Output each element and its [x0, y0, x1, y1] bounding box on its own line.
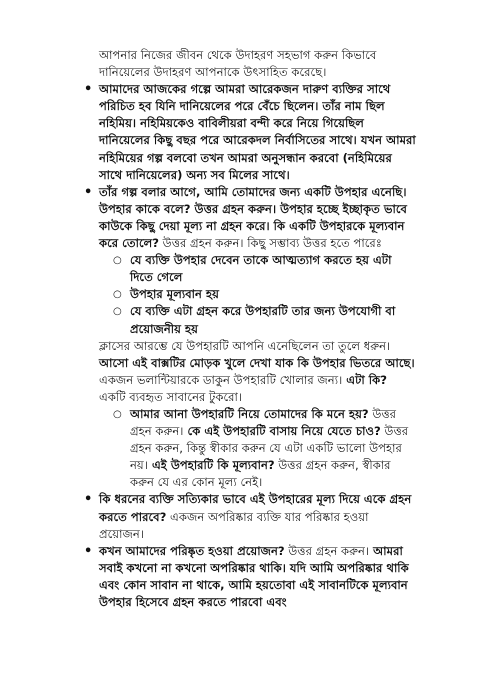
question-strong: এই উপহারটি কি মূল্যবান? [147, 458, 275, 473]
sub-list-item [113, 406, 417, 491]
item-text-strong: তাঁর গল্প বলার আগে, আমি তোমাদের জন্য একটি উপহার এনেছি। উপহার কাকে বলে? উত্তর গ্রহন করুন। উপহার হচ্ছে ইচ্ছাকৃত ভাবে কাউকে কিছু দেয়া মূল্য না গ্রহন করে। কি একটি উপহারকে মূল্যবান করে তোলে? [99, 184, 407, 251]
list-item [84, 184, 417, 252]
circle-bullet-icon: ○ [113, 255, 122, 267]
sub-item-text: যে ব্যক্তি এটা গ্রহন করে উপহারটি তার জন্য উপযোগী বা প্রয়োজনীয় হয় [130, 304, 396, 336]
class-note-text: ক্লাসের আরম্ভে যে উপহারটি আপনি এনেছিলেন তা তুলে ধরুন। [99, 338, 391, 353]
sub-list-item [113, 252, 417, 286]
sub-list-item [113, 286, 417, 303]
class-note-paragraph [99, 338, 417, 406]
question-normal: উত্তর গ্রহন করুন, স্বীকার করুন যে এর কোন মূল্য নেই। [130, 458, 391, 490]
intro-text: আপনার নিজের জীবন থেকে উদাহরণ সহভাগ করুন কিভাবে দানিয়েলের উদাহরণ আপনাকে উৎসাহিত করেছে। [99, 48, 377, 80]
sub-item-text: যে ব্যক্তি উপহার দেবেন তাকে আত্মত্যাগ করতে হয় এটা দিতে গেলে [130, 253, 392, 285]
item-text-strong: আমরা সবাই কখনো না কখনো অপরিষ্কার থাকি। যদি আমি অপরিষ্কার থাকি এবং কোন সাবান না থাকে, আমি হয়তোবা এই সাবানটিকে মূল্যবান উপহার হিসেবে গ্রহন করতে পারবো এবং [99, 543, 409, 609]
question-normal: উত্তর গ্রহন করুন। [130, 406, 397, 439]
circle-bullet-icon: ○ [113, 306, 122, 318]
question-strong: আমার আনা উপহারটি নিয়ে তোমাদের কি মনে হয়? [130, 406, 369, 421]
circle-bullet-icon: ○ [113, 289, 122, 301]
item-text: আমাদের আজকের গল্পে আমরা আরেকজন দারুণ ব্যক্তির সাথে পরিচিত হব যিনি দানিয়েলের পরে বেঁচে ছিলেন। তাঁর নাম ছিল নহিমিয়। নহিমিয়কেও বাবিলীয়রা বন্দী করে নিয়ে গিয়েছিল দানিয়েলের কিছু বছর পরে আরেকদল নির্বাসিতের সাথে। যখন আমরা নহিমিয়ের গল্প বলবো তখন আমরা অনুসন্ধান করবো (নহিমিয়ের সাথে দানিয়েলের) অন্য সব মিলের সাথে। [99, 82, 416, 182]
circle-bullet-icon: ○ [113, 408, 122, 420]
question-normal: উত্তর গ্রহন করুন, কিন্তু স্বীকার করুন যে এটা একটি ভালো উপহার নয়। [130, 424, 409, 473]
item-text-strong: কি ধরনের ব্যক্তি সত্যিকার ভাবে এই উপহারের মূল্য দিয়ে একে গ্রহন করতে পারবে? [99, 492, 412, 524]
bullet-icon: • [84, 82, 93, 98]
list-item [84, 81, 417, 184]
sub-list-item [113, 303, 417, 337]
bullet-icon: • [84, 492, 93, 508]
list-item [84, 491, 417, 542]
question-strong: কে এই উপহারটি বাসায় নিয়ে যেতে চাও? [183, 424, 381, 439]
item-text-normal: উত্তর গ্রহন করুন। কিছু সম্ভাব্য উত্তর হতে পারেঃ [158, 236, 382, 251]
bullet-icon: • [84, 543, 93, 559]
item-text-strong: কখন আমাদের পরিষ্কৃত হওয়া প্রয়োজন? [99, 543, 285, 558]
item-text-normal: উত্তর গ্রহন করুন। [284, 543, 370, 558]
list-item [84, 543, 417, 611]
intro-paragraph [99, 47, 417, 81]
bullet-icon: • [84, 184, 93, 200]
what-text-normal: একটি ব্যবহৃত সাবানের টুকরো। [99, 389, 243, 404]
box-text-normal: একজন ভলান্টিয়ারকে ডাকুন উপহারটি খোলার জন্য। [99, 372, 343, 387]
box-text-strong: আসো এই বাক্সটির মোড়ক খুলে দেখা যাক কি উপহার ভিতরে আছে। [99, 355, 415, 370]
what-text-strong: এটা কি? [342, 372, 387, 387]
document-body [0, 47, 487, 611]
sub-item-text: উপহার মূল্যবান হয় [130, 287, 219, 302]
item-text-normal: একজন অপরিষ্কার ব্যক্তি যার পরিষ্কার হওয়া প্রয়োজন। [99, 509, 369, 541]
